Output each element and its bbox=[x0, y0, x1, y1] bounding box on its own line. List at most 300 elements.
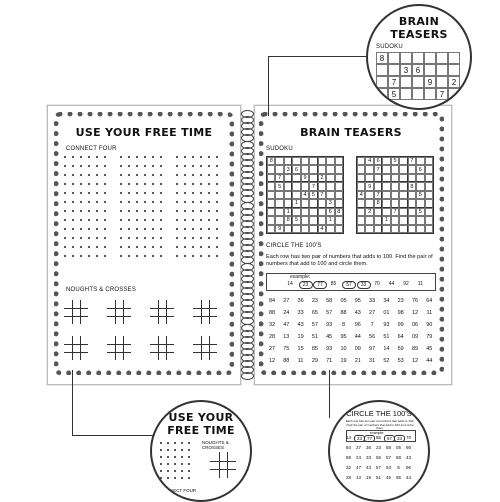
number-cell: 58 bbox=[326, 298, 333, 304]
zoom-top-title-1: BRAIN bbox=[398, 15, 440, 28]
connect-four-dot bbox=[136, 183, 138, 185]
zoom-top-sudoku-label: SUDOKU bbox=[376, 44, 403, 50]
grid-line-v bbox=[72, 336, 73, 360]
connect-four-dot bbox=[208, 228, 210, 230]
zoom-dot bbox=[174, 442, 176, 444]
sudoku-cell bbox=[357, 165, 365, 173]
connect-four-dot bbox=[216, 174, 218, 176]
sudoku-cell bbox=[399, 174, 407, 182]
number-cell: 43 bbox=[354, 310, 361, 316]
example-number: 14 bbox=[287, 281, 293, 287]
zoom-sudoku-cell bbox=[412, 52, 424, 64]
connect-four-dot bbox=[72, 165, 74, 167]
connect-four-dot bbox=[184, 228, 186, 230]
sudoku-cell bbox=[335, 199, 343, 207]
sudoku-cell bbox=[309, 216, 317, 224]
sudoku-cell bbox=[267, 191, 275, 199]
sudoku-cell bbox=[318, 182, 326, 190]
zoom-sudoku-cell bbox=[388, 52, 400, 64]
sudoku-cell bbox=[309, 174, 317, 182]
connect-four-dot bbox=[104, 201, 106, 203]
connect-four-dot bbox=[120, 156, 122, 158]
number-cell: 09 bbox=[411, 334, 419, 340]
sudoku-puzzle-1 bbox=[266, 156, 344, 234]
connect-four-dot bbox=[64, 156, 66, 158]
connect-four-dot bbox=[208, 219, 210, 221]
sudoku-cell bbox=[301, 225, 309, 233]
grid-line-v bbox=[158, 300, 159, 324]
zoom-bl-noughts-label: NOUGHTS & CROSSES bbox=[202, 440, 229, 450]
zoom-sudoku-cell: 6 bbox=[412, 64, 424, 76]
connect-four-dot bbox=[208, 237, 210, 239]
sudoku-cell bbox=[326, 174, 334, 182]
connect-four-dot bbox=[88, 237, 90, 239]
connect-four-dot bbox=[104, 255, 106, 257]
connect-four-dot bbox=[104, 246, 106, 248]
number-cell: 51 bbox=[311, 334, 318, 340]
connect-four-dot bbox=[64, 183, 66, 185]
sudoku-cell bbox=[357, 157, 365, 165]
number-cell: 75 bbox=[283, 346, 290, 352]
connect-four-dot bbox=[152, 219, 154, 221]
sudoku-cell bbox=[391, 191, 399, 199]
number-cell: 64 bbox=[426, 298, 433, 304]
connect-four-dot bbox=[80, 174, 82, 176]
connect-four-dot bbox=[200, 156, 202, 158]
sudoku-cell bbox=[365, 225, 373, 233]
connect-four-dot bbox=[88, 210, 90, 212]
zoom-number-cell: 33 bbox=[394, 435, 405, 442]
connect-four-dot bbox=[144, 210, 146, 212]
sudoku-cell bbox=[391, 199, 399, 207]
number-cell: 93 bbox=[326, 322, 333, 328]
sudoku-cell: 5 bbox=[275, 182, 283, 190]
connect-four-dot bbox=[120, 237, 122, 239]
connect-four-dot bbox=[96, 210, 98, 212]
connect-four-dot bbox=[128, 219, 130, 221]
connect-four-dot bbox=[208, 210, 210, 212]
zoom-number-cell: 24 bbox=[355, 455, 361, 460]
connect-four-dot bbox=[152, 165, 154, 167]
zoom-number-cell: 95 bbox=[405, 445, 411, 450]
number-cell: 57 bbox=[326, 310, 333, 316]
number-cell: 43 bbox=[297, 322, 304, 328]
zoom-sudoku-cell bbox=[400, 88, 412, 100]
number-cell: 12 bbox=[268, 358, 276, 364]
sudoku-cell: 4 bbox=[318, 225, 326, 233]
connect-four-dot bbox=[216, 165, 218, 167]
connect-four-dot bbox=[216, 156, 218, 158]
connect-four-dot bbox=[88, 156, 90, 158]
grid-line-v bbox=[201, 300, 202, 324]
connect-four-dot bbox=[88, 201, 90, 203]
connect-four-dot bbox=[160, 201, 162, 203]
sudoku-cell: 6 bbox=[374, 157, 382, 165]
example-number: 85 bbox=[330, 281, 337, 287]
sudoku-cell bbox=[399, 191, 407, 199]
connect-four-dot bbox=[160, 183, 162, 185]
zoom-dot bbox=[181, 456, 183, 458]
zoom-free-time bbox=[150, 400, 252, 502]
connect-four-dot bbox=[104, 237, 106, 239]
zoom-dot bbox=[181, 470, 183, 472]
connect-four-dot bbox=[96, 174, 98, 176]
noughts-crosses-grids bbox=[64, 298, 228, 368]
connect-four-dot bbox=[120, 219, 122, 221]
noughts-crosses-grid bbox=[107, 336, 131, 360]
sudoku-cell: 1 bbox=[284, 208, 292, 216]
number-cell: 65 bbox=[311, 310, 318, 316]
connect-four-dot bbox=[200, 210, 202, 212]
sudoku-cell bbox=[267, 174, 275, 182]
zoom-number-cell: 27 bbox=[355, 445, 361, 450]
sudoku-cell: 6 bbox=[292, 165, 300, 173]
connect-four-dot bbox=[208, 183, 210, 185]
grid-line-v bbox=[123, 336, 124, 360]
sudoku-cell bbox=[382, 182, 390, 190]
grid-line-h bbox=[193, 352, 217, 353]
zoom-number-cell: 96 bbox=[405, 465, 411, 470]
left-page-title: USE YOUR FREE TIME bbox=[75, 126, 213, 139]
grid-line-h bbox=[150, 352, 174, 353]
sudoku-cell bbox=[309, 225, 317, 233]
sudoku-cell bbox=[408, 191, 416, 199]
sudoku-cell: 4 bbox=[357, 191, 365, 199]
number-cell: 85 bbox=[311, 346, 318, 352]
connect-four-dot bbox=[72, 219, 74, 221]
sudoku-cell bbox=[326, 157, 334, 165]
sudoku-cell bbox=[416, 174, 424, 182]
leader-bl-h bbox=[72, 435, 154, 436]
connect-four-dot bbox=[136, 210, 138, 212]
number-cell: 33 bbox=[369, 298, 376, 304]
zoom-number-cell: 19 bbox=[365, 475, 371, 480]
number-cell: 44 bbox=[426, 358, 433, 364]
sudoku-cell bbox=[425, 165, 433, 173]
number-cell: 45 bbox=[426, 346, 433, 352]
number-cell: 27 bbox=[369, 310, 376, 316]
connect-four-dot bbox=[136, 156, 138, 158]
zoom-number-cell: 14 bbox=[345, 435, 351, 440]
number-cell: 79 bbox=[426, 334, 433, 340]
zoom-sudoku-cell bbox=[412, 76, 424, 88]
connect-four-dot bbox=[176, 192, 178, 194]
sudoku-cell: 7 bbox=[408, 157, 416, 165]
connect-four-dot bbox=[88, 183, 90, 185]
sudoku-cell bbox=[301, 157, 309, 165]
sudoku-cell bbox=[335, 182, 343, 190]
number-cell: 95 bbox=[340, 334, 347, 340]
example-label: example: bbox=[290, 274, 311, 280]
sudoku-cell bbox=[399, 216, 407, 224]
sudoku-cell: 7 bbox=[318, 191, 326, 199]
sudoku-cell bbox=[326, 191, 334, 199]
grid-line-h bbox=[64, 308, 88, 309]
zoom-sudoku-cell: 7 bbox=[388, 76, 400, 88]
connect-four-dot bbox=[152, 246, 154, 248]
sudoku-cell bbox=[326, 182, 334, 190]
sudoku-cell bbox=[275, 165, 283, 173]
connect-four-dot bbox=[152, 237, 154, 239]
grid-line-v bbox=[219, 452, 220, 478]
sudoku-cell bbox=[318, 208, 326, 216]
connect-four-dot bbox=[144, 156, 146, 158]
number-cell: 15 bbox=[297, 346, 304, 352]
zoom-number-cell: 85 bbox=[375, 435, 381, 440]
connect-four-dot bbox=[64, 192, 66, 194]
connect-four-dot bbox=[136, 174, 138, 176]
connect-four-dot bbox=[216, 255, 218, 257]
connect-four-dot bbox=[88, 246, 90, 248]
zoom-sudoku-cell bbox=[448, 88, 460, 100]
example-number: 33 bbox=[357, 281, 371, 289]
number-cell: 09 bbox=[354, 346, 361, 352]
sudoku-cell bbox=[301, 216, 309, 224]
number-cell: 89 bbox=[411, 346, 419, 352]
right-page-title: BRAIN TEASERS bbox=[300, 126, 402, 139]
connect-four-dot bbox=[120, 246, 122, 248]
connect-four-dot bbox=[176, 237, 178, 239]
zoom-number-cell: 43 bbox=[405, 455, 411, 460]
sudoku-cell bbox=[365, 216, 373, 224]
zoom-sudoku-cell bbox=[436, 52, 448, 64]
connect-four-dot bbox=[192, 201, 194, 203]
number-cell: 32 bbox=[268, 322, 276, 328]
sudoku-cell bbox=[374, 208, 382, 216]
zoom-ttt-grid bbox=[210, 452, 236, 478]
zoom-sudoku-cell: 9 bbox=[424, 76, 436, 88]
grid-line-v bbox=[80, 336, 81, 360]
noughts-crosses-grid bbox=[150, 336, 174, 360]
connect-four-dot bbox=[192, 246, 194, 248]
number-cell: 64 bbox=[397, 334, 404, 340]
sudoku-cell: 4 bbox=[365, 157, 373, 165]
sudoku-cell: 8 bbox=[335, 208, 343, 216]
connect-four-dot bbox=[200, 255, 202, 257]
sudoku-cell bbox=[391, 225, 399, 233]
connect-four-grids bbox=[64, 156, 228, 266]
noughts-crosses-grid bbox=[107, 300, 131, 324]
number-cell: 56 bbox=[369, 334, 376, 340]
connect-four-dot bbox=[200, 192, 202, 194]
connect-four-dot bbox=[208, 165, 210, 167]
sudoku-cell bbox=[391, 165, 399, 173]
connect-four-dot bbox=[192, 174, 194, 176]
grid-line-h bbox=[193, 316, 217, 317]
connect-four-dot bbox=[192, 237, 194, 239]
connect-four-dot bbox=[152, 228, 154, 230]
sudoku-cell bbox=[284, 182, 292, 190]
number-cell: 33 bbox=[297, 310, 304, 316]
zoom-dot bbox=[188, 463, 190, 465]
sudoku-cell bbox=[425, 216, 433, 224]
zoom-br-instructions: Each row has two pair of numbers that adds to 100. Find the pair of numbers that add to 100 and circle them. bbox=[345, 419, 415, 431]
zoom-number-rows bbox=[344, 435, 416, 495]
zoom-dot bbox=[174, 470, 176, 472]
leader-bl-v bbox=[72, 370, 73, 435]
sudoku-cell bbox=[408, 216, 416, 224]
sudoku-cell bbox=[382, 174, 390, 182]
zoom-sudoku-cell bbox=[436, 76, 448, 88]
number-cell: 12 bbox=[411, 358, 419, 364]
connect-four-dot bbox=[176, 255, 178, 257]
connect-four-dot bbox=[192, 192, 194, 194]
connect-four-dot bbox=[152, 183, 154, 185]
zoom-dot bbox=[167, 449, 169, 451]
connect-four-dot bbox=[72, 201, 74, 203]
zoom-dot bbox=[160, 449, 162, 451]
sudoku-cell bbox=[425, 225, 433, 233]
connect-four-dot bbox=[104, 219, 106, 221]
zoom-top-title-2: TEASERS bbox=[390, 28, 448, 41]
sudoku-cell bbox=[275, 191, 283, 199]
zoom-sudoku-cell bbox=[448, 52, 460, 64]
connect-four-dot bbox=[136, 201, 138, 203]
connect-four-dot bbox=[64, 174, 66, 176]
sudoku-cell bbox=[382, 225, 390, 233]
zoom-number-cell: 44 bbox=[405, 475, 411, 480]
zoom-number-cell: 77 bbox=[364, 435, 375, 442]
connect-four-dot bbox=[144, 237, 146, 239]
connect-four-dot bbox=[152, 210, 154, 212]
connect-four-dot bbox=[160, 219, 162, 221]
connect-four-dot bbox=[104, 192, 106, 194]
connect-four-dot bbox=[80, 192, 82, 194]
connect-four-dot bbox=[160, 192, 162, 194]
connect-four-dot bbox=[80, 219, 82, 221]
grid-line-h bbox=[107, 316, 131, 317]
sudoku-cell bbox=[399, 157, 407, 165]
sudoku-cell bbox=[301, 182, 309, 190]
connect-four-dot bbox=[128, 192, 130, 194]
number-cell: 57 bbox=[311, 322, 318, 328]
number-cell: 93 bbox=[383, 322, 390, 328]
connect-four-dot bbox=[184, 210, 186, 212]
sudoku-cell bbox=[357, 182, 365, 190]
connect-four-dot bbox=[184, 165, 186, 167]
sudoku-cell bbox=[425, 191, 433, 199]
zoom-number-cell: 93 bbox=[385, 465, 391, 470]
example-number: 77 bbox=[313, 281, 327, 289]
zoom-sudoku-cell bbox=[376, 88, 388, 100]
connect-four-dot bbox=[96, 201, 98, 203]
connect-four-dot bbox=[128, 237, 130, 239]
sudoku-cell bbox=[382, 191, 390, 199]
noughts-crosses-grid bbox=[64, 336, 88, 360]
sudoku-cell bbox=[391, 216, 399, 224]
number-cell: 28 bbox=[268, 334, 276, 340]
connect-four-dot bbox=[144, 246, 146, 248]
sudoku-cell bbox=[318, 199, 326, 207]
number-cell: 90 bbox=[426, 322, 433, 328]
sudoku-cell bbox=[408, 199, 416, 207]
zoom-dot bbox=[160, 442, 162, 444]
zoom-number-cell: 8 bbox=[397, 465, 400, 470]
connect-four-dot bbox=[184, 174, 186, 176]
connect-four-dot bbox=[96, 246, 98, 248]
connect-four-dot bbox=[216, 246, 218, 248]
connect-four-dot bbox=[120, 174, 122, 176]
connect-four-dot bbox=[216, 210, 218, 212]
connect-four-dot bbox=[64, 219, 66, 221]
sudoku-cell bbox=[374, 216, 382, 224]
sudoku-cell bbox=[357, 225, 365, 233]
connect-four-dot bbox=[184, 219, 186, 221]
connect-four-dot bbox=[136, 255, 138, 257]
connect-four-dot bbox=[160, 174, 162, 176]
connect-four-dot bbox=[128, 201, 130, 203]
number-rows bbox=[266, 298, 436, 370]
connect-four-dot bbox=[216, 219, 218, 221]
connect-four-dot bbox=[192, 165, 194, 167]
zoom-dot bbox=[188, 456, 190, 458]
sudoku-cell bbox=[399, 225, 407, 233]
number-cell: 53 bbox=[397, 358, 404, 364]
sudoku-cell: 4 bbox=[301, 191, 309, 199]
zoom-dot bbox=[181, 463, 183, 465]
sudoku-cell: 3 bbox=[284, 165, 292, 173]
number-cell: 27 bbox=[283, 298, 290, 304]
number-cell: 01 bbox=[383, 310, 390, 316]
sudoku-cell bbox=[284, 174, 292, 182]
sudoku-cell bbox=[318, 157, 326, 165]
number-cell: 12 bbox=[411, 310, 419, 316]
zoom-dot bbox=[188, 470, 190, 472]
zoom-connect-four-dots bbox=[160, 442, 198, 486]
sudoku-cell bbox=[284, 199, 292, 207]
connect-four-dot bbox=[144, 219, 146, 221]
example-row bbox=[284, 281, 432, 288]
noughts-crosses-grid bbox=[64, 300, 88, 324]
connect-four-dot bbox=[144, 183, 146, 185]
connect-four-dot bbox=[144, 255, 146, 257]
connect-four-dot bbox=[72, 183, 74, 185]
sudoku-cell bbox=[365, 174, 373, 182]
connect-four-dot bbox=[216, 192, 218, 194]
connect-four-dot bbox=[72, 228, 74, 230]
connect-four-dot bbox=[200, 165, 202, 167]
connect-four-dot bbox=[200, 201, 202, 203]
zoom-dot bbox=[174, 463, 176, 465]
connect-four-dot bbox=[208, 156, 210, 158]
connect-four-dot bbox=[120, 255, 122, 257]
zoom-sudoku-cell bbox=[376, 76, 388, 88]
zoom-number-cell: 32 bbox=[345, 465, 351, 470]
sudoku-cell bbox=[374, 225, 382, 233]
connect-four-dot bbox=[120, 192, 122, 194]
connect-four-dot bbox=[72, 255, 74, 257]
connect-four-dot bbox=[104, 228, 106, 230]
connect-four-dot bbox=[200, 174, 202, 176]
connect-four-dot bbox=[200, 246, 202, 248]
sudoku-cell bbox=[391, 174, 399, 182]
connect-four-dot bbox=[144, 165, 146, 167]
number-cell: 71 bbox=[326, 358, 333, 364]
grid-line-h bbox=[150, 344, 174, 345]
noughts-crosses-grid bbox=[150, 300, 174, 324]
connect-four-dot bbox=[120, 228, 122, 230]
zoom-number-cell: 57 bbox=[385, 455, 391, 460]
connect-four-dot bbox=[176, 201, 178, 203]
connect-four-dot bbox=[128, 156, 130, 158]
connect-four-dot bbox=[160, 228, 162, 230]
connect-four-dot bbox=[96, 237, 98, 239]
grid-line-h bbox=[64, 316, 88, 317]
zoom-sudoku-cell: 3 bbox=[400, 64, 412, 76]
connect-four-dot bbox=[120, 183, 122, 185]
connect-four-dot bbox=[176, 165, 178, 167]
number-cell: 24 bbox=[283, 310, 290, 316]
